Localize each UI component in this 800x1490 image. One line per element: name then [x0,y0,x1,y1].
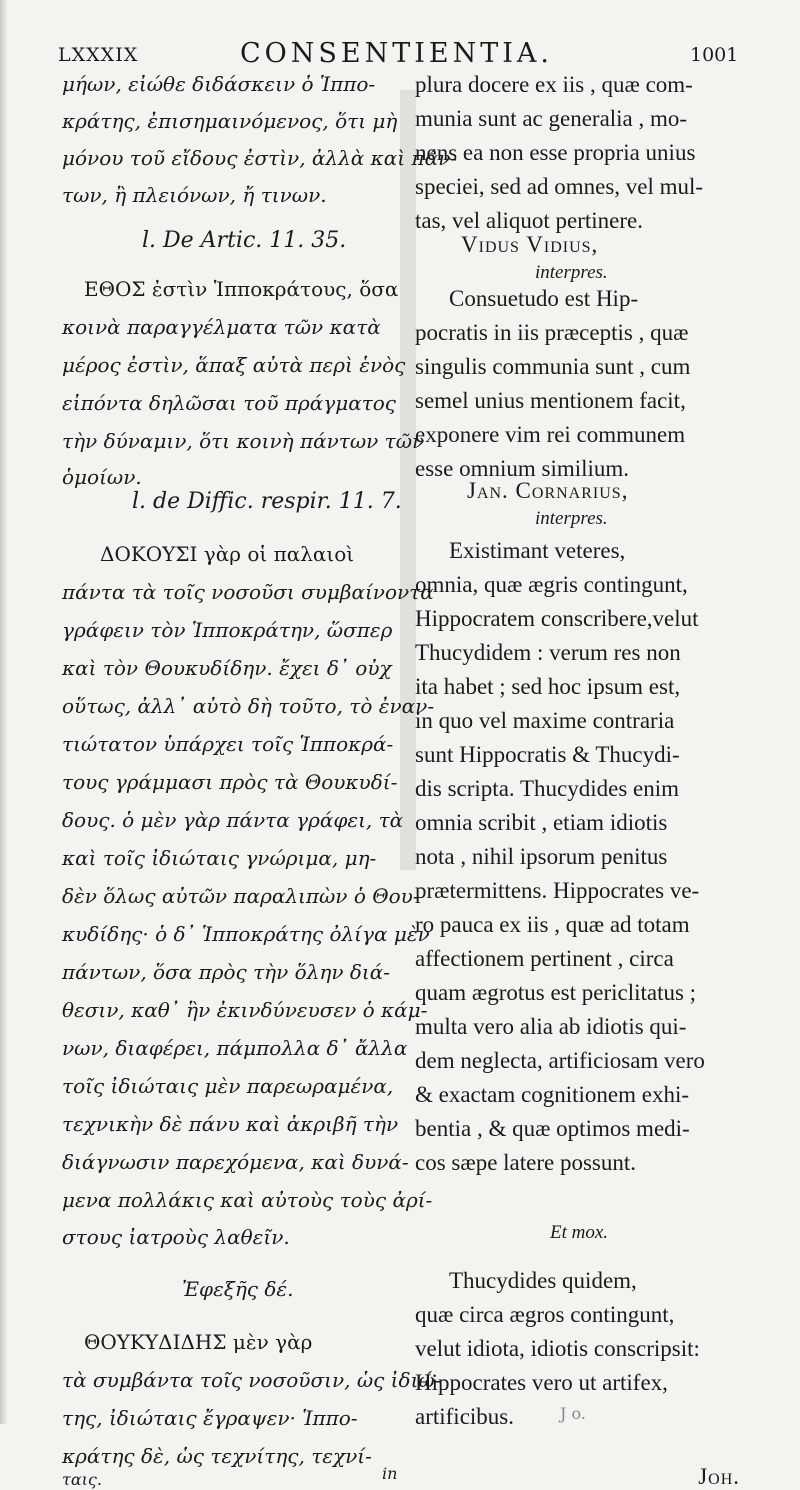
greek-line: καὶ τὸν Θουκυδίδην. ἔχει δ᾽ οὐχ [62,656,392,680]
interpreter-role: interpres. [535,508,608,529]
greek-line: θεσιν, καθ᾽ ἣν ἐκινδύνευσεν ὁ κάμ- [62,998,428,1022]
greek-line: καὶ τοῖς ἰδιώταις γνώριμα, μη- [62,846,377,870]
latin-line: dis scripta. Thucydides enim [415,776,680,801]
greek-line: νων, διαφέρει, πάμπολλα δ᾽ ἄλλα [62,1036,408,1060]
greek-line: δους. ὁ μὲν γὰρ πάντα γράφει, τὰ [62,808,404,832]
gutter-bleed [400,90,416,870]
greek-line: δὲν ὅλως αὐτῶν παραλιπὼν ὁ Θου- [62,884,420,908]
latin-line: singulis communia sunt , cum [415,354,691,379]
greek-line: πάντων, ὅσα πρὸς τὴν ὅλην διά- [62,960,391,984]
greek-line: τὰ συμβάντα τοῖς νοσοῦσιν, ὡς ἰδιώ- [62,1368,442,1392]
latin-line: velut idiota, idiotis conscripsit: [415,1336,700,1361]
catchword: Joh. [698,1464,740,1489]
latin-line: quæ circa ægros contingunt, [415,1302,675,1327]
latin-line: Hippocrates vero ut artifex, [415,1370,668,1395]
latin-line: Existimant veteres, [449,538,626,563]
greek-line: κοινὰ παραγγέλματα τῶν κατὰ [62,315,381,339]
latin-line: multa vero alia ab idiotis qui- [415,1014,687,1039]
latin-line: & exactam cognitionem exhi- [415,1082,689,1107]
greek-line: μήων, εἰώθε διδάσκειν ὁ Ἱππο- [62,72,376,96]
greek-line: πάντα τὰ τοῖς νοσοῦσι συμβαίνοντα [62,580,434,604]
latin-line: pocratis in iis præceptis , quæ [415,320,689,345]
citation: l. De Artic. 11. 35. [142,228,347,253]
latin-line: ita habet ; sed hoc ipsum est, [415,674,681,699]
greek-line: της, ἰδιώταις ἔγραψεν· Ἱππο- [62,1406,358,1430]
page-number: 1001 [690,44,739,66]
latin-line: semel unius mentionem facit, [415,388,686,413]
greek-line: των, ἢ πλειόνων, ἤ τινων. [62,183,327,207]
greek-line: ταις. [62,1470,102,1489]
interpreter-role: interpres. [535,262,608,283]
latin-line: bentia , & quæ optimos medi- [415,1116,690,1141]
greek-line: διάγνωσιν παρεχόμενα, καὶ δυνά- [62,1150,409,1174]
latin-line: munia sunt ac generalia , mo- [415,106,688,131]
running-header [0,34,800,74]
greek-line: κράτης, ἐπισημαινόμενος, ὅτι μὴ [62,109,398,133]
interpreter-name: Vidus Vidius, [461,232,599,257]
header-title: CONSENTIENTIA. [240,38,554,69]
catchword: in [382,1464,398,1483]
greek-line: μέρος ἐστὶν, ἅπαξ αὐτὰ περὶ ἑνὸς [62,353,406,377]
greek-line: εἰπόντα δηλῶσαι τοῦ πράγματος [62,391,397,415]
latin-line: artificibus. [415,1404,514,1429]
latin-line: speciei, sed ad omnes, vel mul- [415,174,704,199]
greek-line: κυδίδης· ὁ δ᾽ Ἱπποκράτης ὀλίγα μὲν [62,922,430,946]
bleed-through-mark: J o. [560,1404,586,1423]
latin-line: dem neglecta, artificiosam vero [415,1048,705,1073]
latin-line: plura docere ex iis , quæ com- [415,72,693,97]
latin-line: Consuetudo est Hip- [449,286,639,311]
greek-line: ΔΟΚΟΥΣΙ γὰρ οἱ παλαιοὶ [100,542,355,566]
latin-line: ro pauca ex iis , quæ ad totam [415,912,690,937]
greek-line: τοῖς ἰδιώταις μὲν παρεωραμένα, [62,1074,394,1098]
greek-line: τὴν δύναμιν, ὅτι κοινὴ πάντων τῶν [62,429,425,453]
greek-line: μενα πολλάκις καὶ αὐτοὺς τοὺς ἀρί- [62,1188,433,1212]
latin-line: Hippocratem conscribere,velut [415,606,699,631]
citation: l. de Diffic. respir. 11. 7. [132,489,402,514]
latin-line: prætermittens. Hippocrates ve- [415,878,700,903]
greek-line: τεχνικὴν δὲ πάνυ καὶ ἀκριβῆ τὴν [62,1112,399,1136]
latin-line: esse omnium similium. [415,456,630,481]
greek-line: τιώτατον ὑπάρχει τοῖς Ἱπποκρά- [62,732,394,756]
latin-subheading: Et mox. [550,1222,609,1243]
latin-line: quam ægrotus est periclitatus ; [415,980,697,1005]
latin-line: tas, vel aliquot pertinere. [415,208,644,233]
greek-line: οὕτως, ἀλλ᾽ αὐτὸ δὴ τοῦτο, τὸ ἐναν- [62,694,435,718]
greek-line: ΕΘΟΣ ἐστὶν Ἱπποκράτους, ὅσα [84,277,399,301]
latin-line: nota , nihil ipsorum penitus [415,844,668,869]
latin-line: affectionem pertinent , circa [415,946,674,971]
greek-line: ὁμοίων. [62,465,142,489]
latin-line: cos sæpe latere possunt. [415,1150,637,1175]
latin-line: omnia scribit , etiam idiotis [415,810,668,835]
page-edge-shadow [0,0,8,1424]
interpreter-name: Jan. Cornarius, [467,478,629,503]
greek-line: στους ἰατροὺς λαθεῖν. [62,1225,290,1249]
header-section-number: LXXXIX [58,44,139,66]
greek-line: γράφειν τὸν Ἱπποκράτην, ὥσπερ [62,618,393,642]
greek-line: ΘΟΥΚΥΔΙΔΗΣ μὲν γὰρ [84,1330,313,1354]
greek-line: μόνου τοῦ εἴδους ἐστὶν, ἀλλὰ καὶ πάν- [62,146,458,170]
latin-line: nens ea non esse propria unius [415,140,696,165]
latin-line: omnia, quæ ægris contingunt, [415,572,688,597]
greek-line: τους γράμμασι πρὸς τὰ Θουκυδί- [62,770,398,794]
latin-line: exponere vim rei communem [415,422,686,447]
latin-line: sunt Hippocratis & Thucydi- [415,742,680,767]
latin-line: Thucydidem : verum res non [415,640,681,665]
latin-line: Thucydides quidem, [449,1268,637,1293]
latin-line: in quo vel maxime contraria [415,708,675,733]
greek-line: κράτης δὲ, ὡς τεχνίτης, τεχνί- [62,1444,372,1468]
greek-subheading: Ἐφεξῆς δέ. [182,1277,294,1301]
